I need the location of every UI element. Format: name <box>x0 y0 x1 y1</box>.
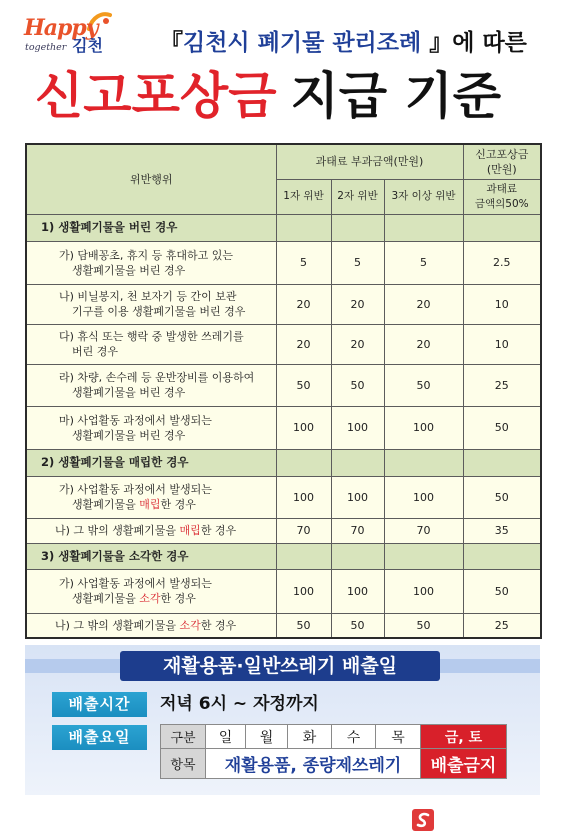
first-violation-fine: 20 <box>276 284 331 324</box>
section-blank-cell <box>384 214 463 241</box>
third-violation-fine: 20 <box>384 284 463 324</box>
violation-row <box>26 324 541 364</box>
allowed-items: 재활용품, 종량제쓰레기 <box>206 749 421 779</box>
bracket-close: 』 <box>421 30 453 56</box>
schedule-banner: 재활용품·일반쓰레기 배출일 <box>120 651 440 681</box>
violation-text-end: 한 경우 <box>160 592 196 605</box>
violation-line <box>27 618 276 633</box>
violation-row <box>26 518 541 543</box>
header-first-violation: 1자 위반 <box>276 179 331 214</box>
first-violation-fine: 100 <box>276 569 331 613</box>
header-reward <box>463 144 541 179</box>
disposal-time-label: 배출시간 <box>52 692 147 717</box>
third-violation-fine: 100 <box>384 569 463 613</box>
violation-cell <box>26 518 276 543</box>
section-blank-cell <box>276 449 331 476</box>
violation-line: 생활폐기물을 버린 경우 <box>72 428 186 442</box>
violation-line: 기구를 이용 생활폐기물을 버린 경우 <box>72 305 246 318</box>
day-cell-sun: 일 <box>206 725 246 749</box>
violation-cell <box>26 324 276 364</box>
report-reward: 50 <box>463 569 541 613</box>
disposal-prohibited: 배출금지 <box>421 749 507 779</box>
page-title-highlight: 신고포상금 <box>35 67 277 125</box>
section-title: 2) 생활폐기물을 매립한 경우 <box>26 449 276 476</box>
highlight-text: 매립 <box>139 498 161 511</box>
section-blank-cell <box>384 449 463 476</box>
third-violation-fine: 20 <box>384 324 463 364</box>
first-violation-fine: 20 <box>276 324 331 364</box>
disposal-time-value: 저녁 6시 ~ 자정까지 <box>160 694 319 714</box>
section-blank-cell <box>276 543 331 569</box>
report-reward: 25 <box>463 613 541 638</box>
second-violation-fine: 5 <box>331 241 384 284</box>
reward-criteria-table <box>25 143 542 639</box>
subtitle-suffix: 에 따른 <box>452 30 527 56</box>
violation-line: 가) 담배꽁초, 휴지 등 휴대하고 있는 <box>59 248 234 262</box>
section-title: 3) 생활폐기물을 소각한 경우 <box>26 543 276 569</box>
second-violation-fine: 100 <box>331 406 384 449</box>
first-violation-fine: 50 <box>276 364 331 406</box>
section-row <box>26 214 541 241</box>
first-violation-fine: 50 <box>276 613 331 638</box>
violation-line: 나) 비닐봉지, 천 보자기 등 간이 보관 <box>59 290 237 303</box>
second-violation-fine: 70 <box>331 518 384 543</box>
section-row <box>26 543 541 569</box>
day-cell-mon: 월 <box>246 725 288 749</box>
third-violation-fine: 5 <box>384 241 463 284</box>
violation-line <box>27 497 276 512</box>
violation-row <box>26 613 541 638</box>
logo-together-text: together <box>25 42 67 53</box>
page-title <box>35 66 501 126</box>
second-violation-fine: 50 <box>331 613 384 638</box>
violation-cell <box>26 569 276 613</box>
report-reward: 50 <box>463 406 541 449</box>
report-reward: 10 <box>463 324 541 364</box>
violation-line <box>27 523 276 538</box>
day-cell-wed: 수 <box>332 725 376 749</box>
category-label: 구분 <box>161 725 206 749</box>
items-row <box>161 749 507 779</box>
ordinance-subtitle <box>160 29 527 57</box>
report-reward: 25 <box>463 364 541 406</box>
brand-logo-icon <box>412 809 434 831</box>
violation-row <box>26 569 541 613</box>
second-violation-fine: 20 <box>331 324 384 364</box>
first-violation-fine: 100 <box>276 406 331 449</box>
violation-text: 생활폐기물을 <box>72 498 140 511</box>
violation-line: 다) 휴식 또는 행락 중 발생한 쓰레기를 <box>59 330 244 343</box>
section-blank-cell <box>331 214 384 241</box>
third-violation-fine: 100 <box>384 406 463 449</box>
violation-text: 나) 그 밖의 생활폐기물을 <box>55 618 180 632</box>
bracket-open: 『 <box>160 30 183 56</box>
day-header-row <box>161 725 507 749</box>
header-reward-rate <box>463 179 541 214</box>
second-violation-fine: 100 <box>331 569 384 613</box>
violation-text-end: 한 경우 <box>200 618 237 632</box>
violation-cell <box>26 284 276 324</box>
header-third-violation: 3자 이상 위반 <box>384 179 463 214</box>
section-blank-cell <box>384 543 463 569</box>
report-reward: 10 <box>463 284 541 324</box>
header-violation: 위반행위 <box>26 144 276 214</box>
second-violation-fine: 50 <box>331 364 384 406</box>
violation-line: 라) 차량, 손수레 등 운반장비를 이용하여 <box>59 371 255 384</box>
violation-cell <box>26 241 276 284</box>
violation-line: 버린 경우 <box>72 345 119 358</box>
report-reward: 50 <box>463 476 541 518</box>
violation-text: 생활폐기물을 <box>72 592 140 605</box>
section-blank-cell <box>463 543 541 569</box>
violation-row <box>26 406 541 449</box>
disposal-schedule-panel <box>25 645 540 795</box>
third-violation-fine: 50 <box>384 364 463 406</box>
highlight-text: 소각 <box>139 592 161 605</box>
third-violation-fine: 70 <box>384 518 463 543</box>
violation-row <box>26 241 541 284</box>
city-logo <box>22 8 114 58</box>
page-title-rest: 지급 기준 <box>290 67 502 125</box>
header-rate-title: 과태료 <box>486 182 517 195</box>
day-cell-tue: 화 <box>288 725 332 749</box>
ordinance-name: 김천시 폐기물 관리조례 <box>183 30 422 56</box>
violation-text-end: 한 경우 <box>200 524 237 537</box>
report-reward: 2.5 <box>463 241 541 284</box>
header-second-violation: 2자 위반 <box>331 179 384 214</box>
violation-cell <box>26 406 276 449</box>
header-rate-detail: 금액의50% <box>474 197 529 210</box>
violation-cell <box>26 613 276 638</box>
violation-text-end: 한 경우 <box>160 498 196 511</box>
highlight-text: 매립 <box>179 524 201 537</box>
second-violation-fine: 100 <box>331 476 384 518</box>
disposal-day-label: 배출요일 <box>52 725 147 750</box>
header-reward-title: 신고포상금 <box>475 147 529 161</box>
disposal-day-table <box>160 724 507 779</box>
violation-line: 생활폐기물을 버린 경우 <box>72 263 186 277</box>
violation-row <box>26 364 541 406</box>
violation-text: 나) 그 밖의 생활폐기물을 <box>55 524 180 537</box>
header-reward-unit: (만원) <box>486 162 517 176</box>
third-violation-fine: 50 <box>384 613 463 638</box>
day-cell-thu: 목 <box>376 725 421 749</box>
section-row <box>26 449 541 476</box>
violation-row <box>26 476 541 518</box>
violation-cell <box>26 476 276 518</box>
violation-row <box>26 284 541 324</box>
section-blank-cell <box>463 214 541 241</box>
section-blank-cell <box>276 214 331 241</box>
first-violation-fine: 5 <box>276 241 331 284</box>
header-fine-amount: 과태료 부과금액(만원) <box>276 144 463 179</box>
report-reward: 35 <box>463 518 541 543</box>
first-violation-fine: 100 <box>276 476 331 518</box>
violation-line: 가) 사업활동 과정에서 발생되는 <box>59 577 212 590</box>
violation-line: 생활폐기물을 버린 경우 <box>72 386 186 399</box>
prohibited-days-cell: 금, 토 <box>421 725 507 749</box>
section-title: 1) 생활폐기물을 버린 경우 <box>26 214 276 241</box>
violation-line: 마) 사업활동 과정에서 발생되는 <box>59 413 212 427</box>
violation-line: 가) 사업활동 과정에서 발생되는 <box>59 483 212 496</box>
section-blank-cell <box>331 449 384 476</box>
section-blank-cell <box>463 449 541 476</box>
highlight-text: 소각 <box>179 618 201 632</box>
logo-city-text: 김천 <box>72 36 103 55</box>
items-label: 항목 <box>161 749 206 779</box>
header-row <box>26 144 541 179</box>
logo-happy-text: Happy <box>24 15 98 41</box>
second-violation-fine: 20 <box>331 284 384 324</box>
violation-line <box>27 591 276 606</box>
first-violation-fine: 70 <box>276 518 331 543</box>
third-violation-fine: 100 <box>384 476 463 518</box>
violation-cell <box>26 364 276 406</box>
section-blank-cell <box>331 543 384 569</box>
